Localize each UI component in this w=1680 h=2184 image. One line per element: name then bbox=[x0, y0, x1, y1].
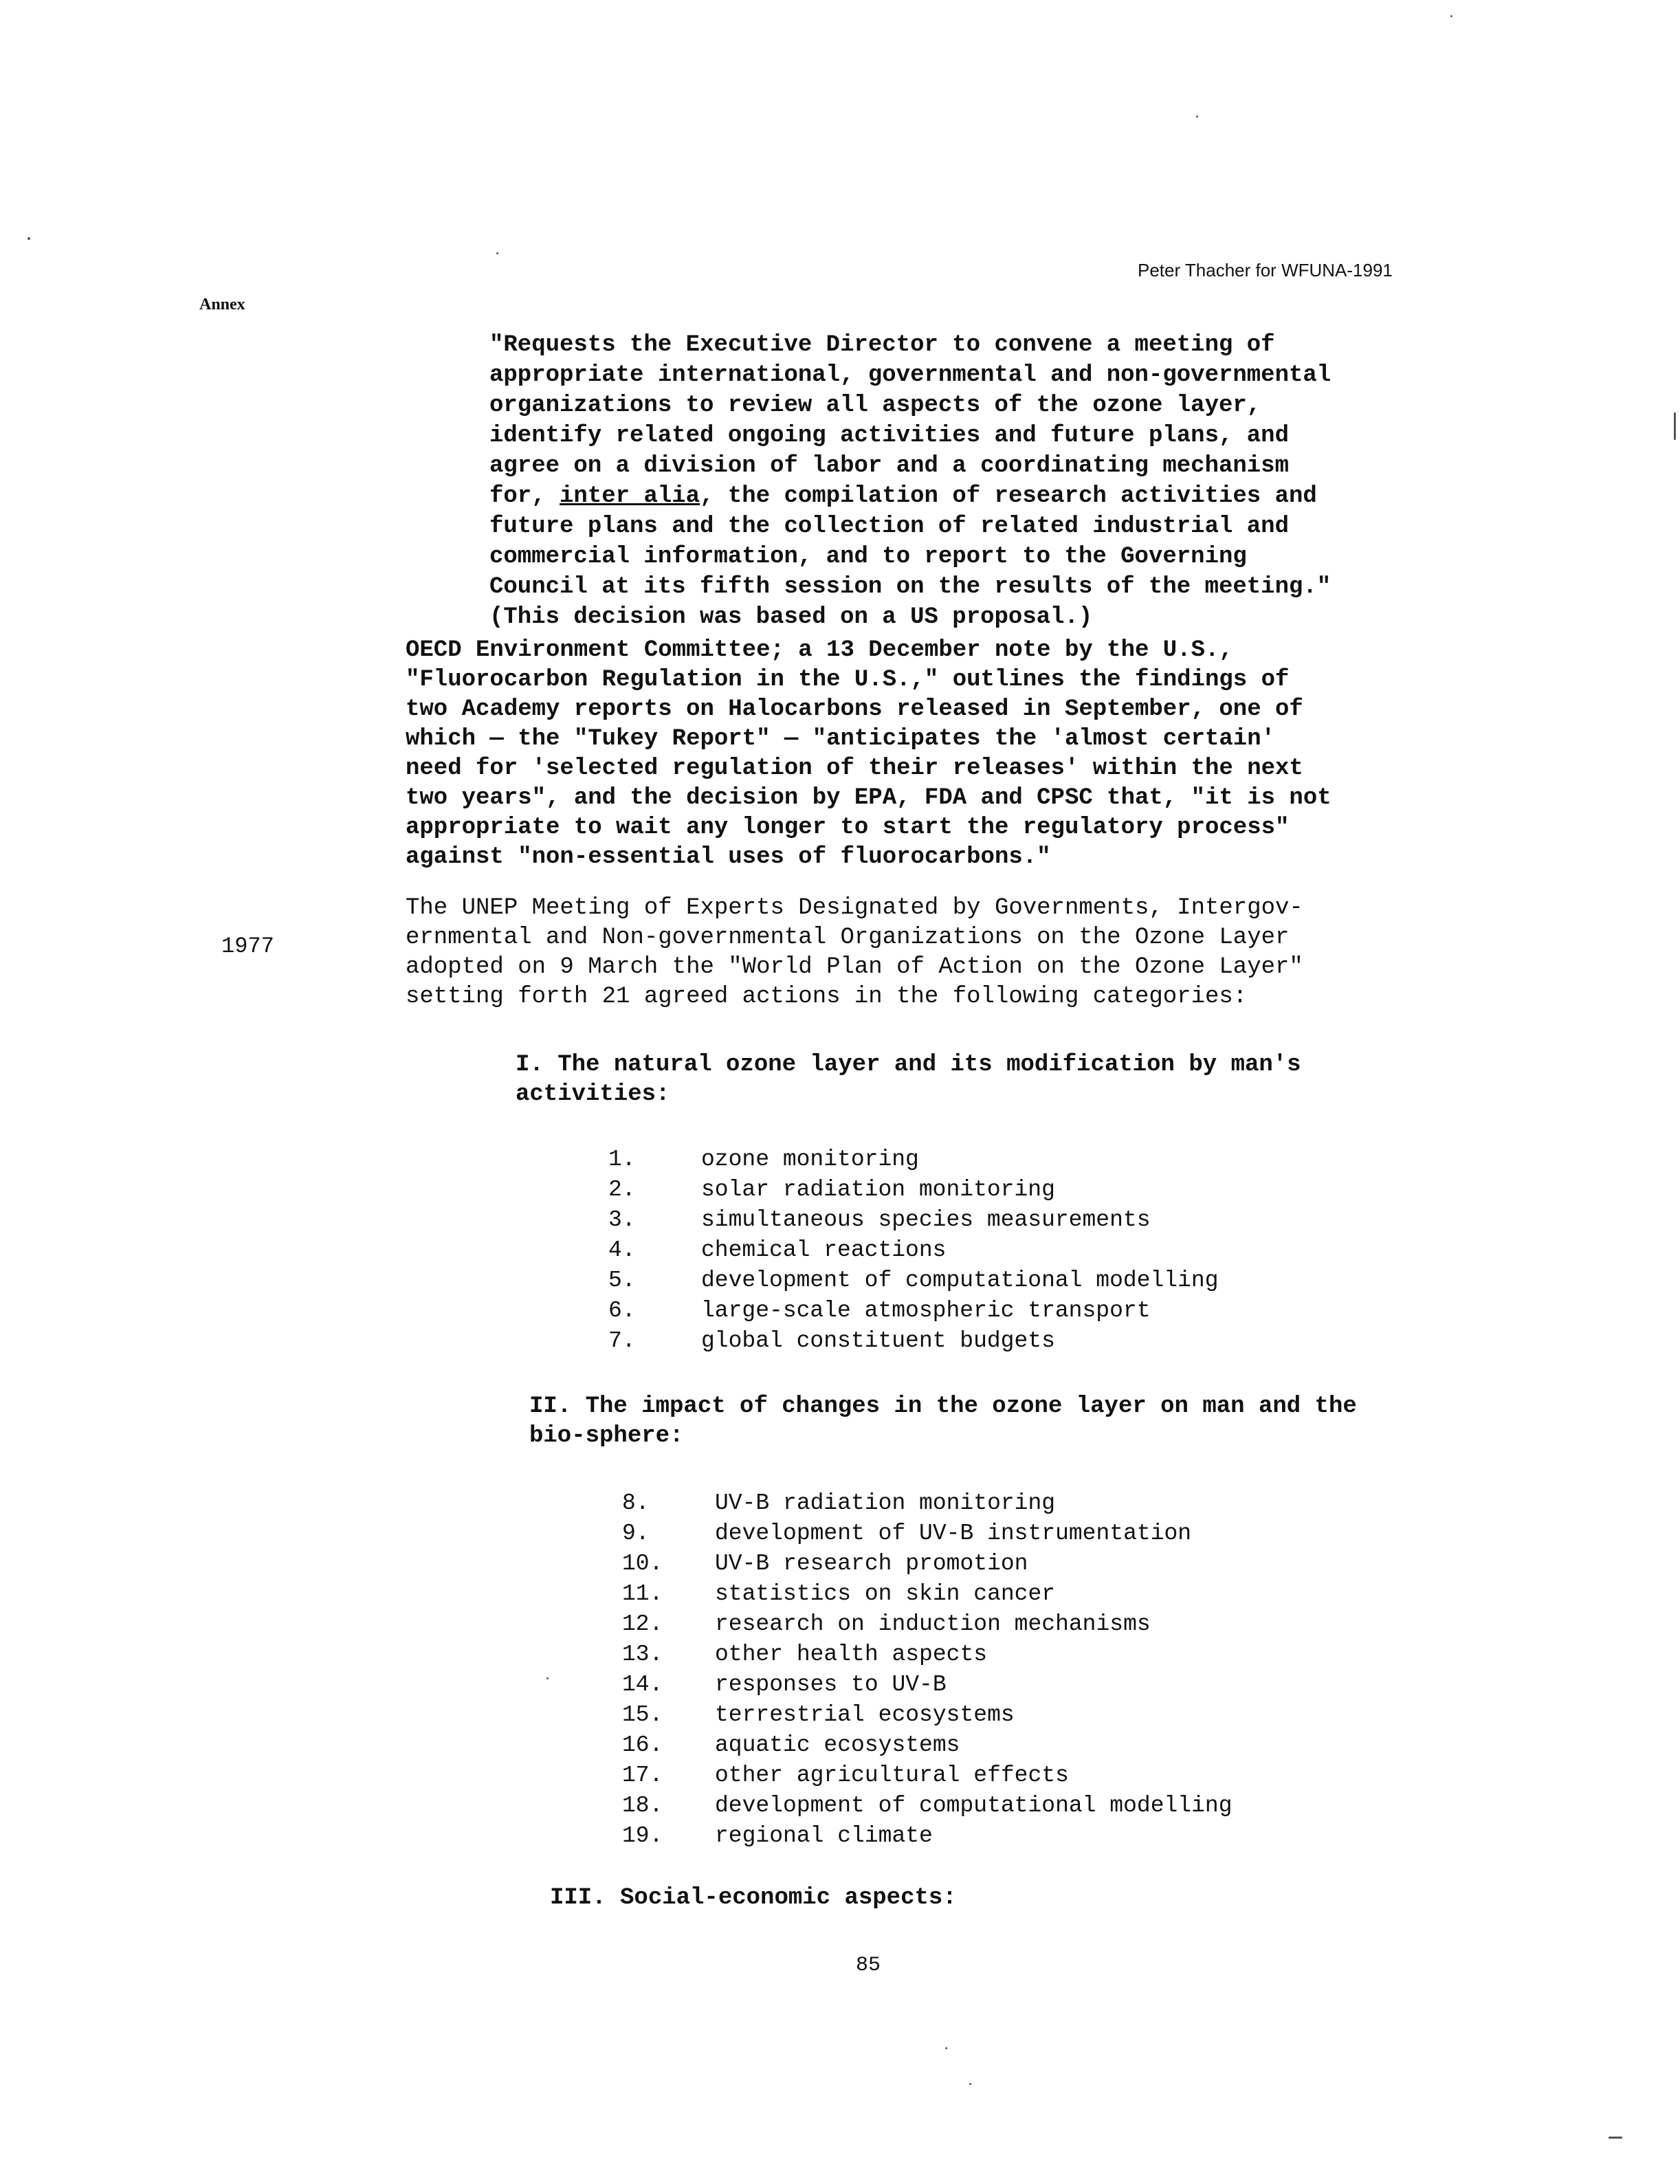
quote-line: (This decision was based on a US proposal.) bbox=[489, 604, 1093, 630]
annex-label: Annex bbox=[199, 296, 245, 313]
page-number: 85 bbox=[856, 1954, 881, 1977]
section-heading-3 bbox=[550, 1884, 957, 1913]
item-text: research on induction mechanisms bbox=[715, 1611, 1151, 1637]
item-number: 16. bbox=[622, 1732, 663, 1758]
item-text: development of UV-B instrumentation bbox=[715, 1521, 1192, 1546]
year-marker: 1977 bbox=[221, 934, 274, 959]
quote-line: Council at its fifth session on the results of the meeting." bbox=[489, 574, 1331, 600]
item-number: 6. bbox=[608, 1298, 636, 1323]
section-heading-line: II. The impact of changes in the ozone layer on man and the bbox=[529, 1393, 1357, 1420]
inter-alia-underlined: inter alia bbox=[560, 483, 700, 509]
attribution-header: Peter Thacher for WFUNA-1991 bbox=[1138, 260, 1393, 280]
item-number: 4. bbox=[608, 1237, 636, 1263]
item-number: 8. bbox=[622, 1490, 650, 1516]
quote-line: "Requests the Executive Director to convene a meeting of bbox=[489, 332, 1275, 358]
list-item bbox=[608, 1296, 1219, 1326]
section-heading-line: I. The natural ozone layer and its modification by man's bbox=[516, 1052, 1301, 1078]
item-text: large-scale atmospheric transport bbox=[701, 1298, 1151, 1323]
item-text: development of computational modelling bbox=[701, 1268, 1219, 1293]
quote-line-inter-alia bbox=[489, 481, 1452, 511]
list-item bbox=[608, 1145, 1219, 1175]
list-item bbox=[608, 1235, 1219, 1266]
section-heading-line: activities: bbox=[516, 1081, 670, 1107]
oecd-line: need for 'selected regulation of their releases' within the next bbox=[406, 755, 1303, 782]
item-number: 17. bbox=[622, 1763, 663, 1788]
quote-line-rest: , the compilation of research activities and bbox=[700, 483, 1317, 509]
item-number: 12. bbox=[622, 1611, 663, 1637]
unep-line: adopted on 9 March the "World Plan of Action on the Ozone Layer" bbox=[406, 954, 1303, 980]
quote-line: commercial information, and to report to the Governing bbox=[489, 544, 1247, 570]
item-number: 2. bbox=[608, 1177, 636, 1202]
item-text: simultaneous species measurements bbox=[701, 1207, 1151, 1233]
item-text: UV-B radiation monitoring bbox=[715, 1490, 1056, 1516]
list-item bbox=[608, 1175, 1219, 1205]
scan-speck bbox=[945, 2047, 947, 2049]
unep-line: ernmental and Non-governmental Organizations on the Ozone Layer bbox=[406, 925, 1290, 951]
oecd-line: two Academy reports on Halocarbons released in September, one of bbox=[406, 696, 1303, 723]
list-item bbox=[622, 1579, 1233, 1609]
scan-speck bbox=[27, 237, 30, 240]
oecd-line: two years", and the decision by EPA, FDA and CPSC that, "it is not bbox=[406, 785, 1331, 811]
section-heading-2 bbox=[529, 1392, 1357, 1451]
quote-line: identify related ongoing activities and future plans, and bbox=[489, 423, 1289, 449]
unep-line: The UNEP Meeting of Experts Designated by Governments, Intergov- bbox=[406, 895, 1303, 921]
list-item bbox=[622, 1670, 1233, 1700]
section-2-list bbox=[622, 1488, 1233, 1851]
item-number: 18. bbox=[622, 1793, 663, 1818]
item-number: 10. bbox=[622, 1551, 663, 1576]
oecd-line: appropriate to wait any longer to start the regulatory process" bbox=[406, 815, 1290, 841]
item-text: terrestrial ecosystems bbox=[715, 1702, 1015, 1728]
scan-speck bbox=[1196, 115, 1198, 118]
item-number: 14. bbox=[622, 1672, 663, 1697]
oecd-line: "Fluorocarbon Regulation in the U.S.," outlines the findings of bbox=[406, 667, 1290, 693]
list-item bbox=[608, 1205, 1219, 1235]
scan-speck bbox=[546, 1677, 549, 1679]
item-text: solar radiation monitoring bbox=[701, 1177, 1055, 1202]
list-item bbox=[622, 1761, 1233, 1791]
quote-line: future plans and the collection of related industrial and bbox=[489, 514, 1289, 540]
item-text: responses to UV-B bbox=[715, 1672, 947, 1697]
list-item bbox=[622, 1640, 1233, 1670]
quote-line: agree on a division of labor and a coordinating mechanism bbox=[489, 453, 1289, 479]
list-item bbox=[622, 1700, 1233, 1730]
scan-speck bbox=[1450, 15, 1452, 17]
item-text: statistics on skin cancer bbox=[715, 1581, 1056, 1607]
item-number: 7. bbox=[608, 1328, 636, 1354]
scan-speck bbox=[969, 2083, 971, 2085]
item-number: 13. bbox=[622, 1642, 663, 1667]
list-item bbox=[622, 1609, 1233, 1640]
section-heading-line: III. Social-economic aspects: bbox=[550, 1885, 957, 1911]
item-number: 1. bbox=[608, 1147, 636, 1172]
item-text: global constituent budgets bbox=[701, 1328, 1055, 1354]
item-number: 3. bbox=[608, 1207, 636, 1233]
list-item bbox=[622, 1549, 1233, 1579]
item-text: chemical reactions bbox=[701, 1237, 947, 1263]
unep-line: setting forth 21 agreed actions in the following categories: bbox=[406, 984, 1248, 1010]
item-text: development of computational modelling bbox=[715, 1793, 1233, 1818]
oecd-line: OECD Environment Committee; a 13 December note by the U.S., bbox=[406, 637, 1233, 663]
item-number: 9. bbox=[622, 1521, 650, 1546]
list-item bbox=[622, 1519, 1233, 1549]
item-text: aquatic ecosystems bbox=[715, 1732, 960, 1758]
quote-line: organizations to review all aspects of the ozone layer, bbox=[489, 393, 1261, 419]
list-item bbox=[622, 1821, 1233, 1851]
item-number: 19. bbox=[622, 1823, 663, 1849]
item-number: 5. bbox=[608, 1268, 636, 1293]
list-item bbox=[622, 1488, 1233, 1519]
item-number: 15. bbox=[622, 1702, 663, 1728]
section-1-list bbox=[608, 1145, 1219, 1356]
list-item bbox=[622, 1791, 1233, 1821]
item-text: regional climate bbox=[715, 1823, 933, 1849]
quoted-decision bbox=[489, 330, 1452, 632]
section-heading-line: bio-sphere: bbox=[529, 1423, 684, 1449]
item-text: ozone monitoring bbox=[701, 1147, 919, 1172]
scan-speck bbox=[1609, 2137, 1622, 2139]
oecd-paragraph bbox=[406, 636, 1457, 872]
oecd-line: which — the "Tukey Report" — "anticipates the 'almost certain' bbox=[406, 726, 1276, 752]
scan-speck bbox=[1674, 412, 1676, 440]
item-number: 11. bbox=[622, 1581, 663, 1607]
quote-line: appropriate international, governmental and non-governmental bbox=[489, 362, 1331, 388]
item-text: other agricultural effects bbox=[715, 1763, 1069, 1788]
item-text: other health aspects bbox=[715, 1642, 988, 1667]
section-heading-1 bbox=[516, 1050, 1301, 1110]
scan-speck bbox=[496, 252, 498, 254]
list-item bbox=[622, 1730, 1233, 1761]
oecd-line: against "non-essential uses of fluorocarbons." bbox=[406, 844, 1051, 870]
unep-paragraph bbox=[406, 894, 1457, 1012]
list-item bbox=[608, 1326, 1219, 1356]
list-item bbox=[608, 1266, 1219, 1296]
quote-line-start: for, bbox=[489, 483, 560, 509]
item-text: UV-B research promotion bbox=[715, 1551, 1028, 1576]
